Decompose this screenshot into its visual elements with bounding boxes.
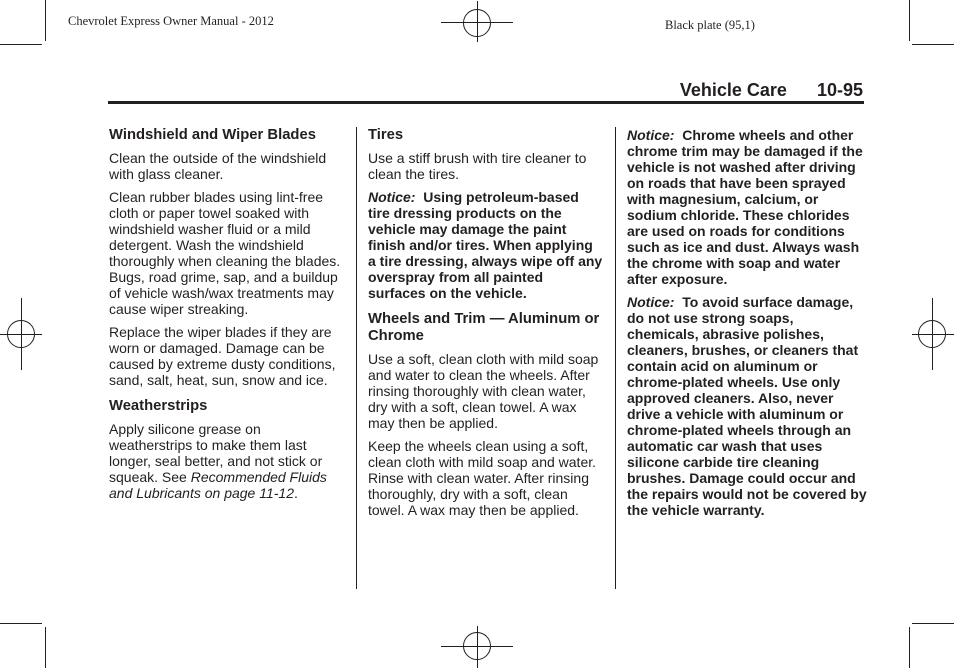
- notice-text: Using petroleum-based tire dressing products on the vehicle may damage the paint finish and/or tires. When applying a tire dressing, always wipe off any overspray from all painted surfaces on the vehicle.: [368, 189, 603, 301]
- notice-label: Notice:: [368, 189, 416, 205]
- crop-mark: [912, 44, 954, 45]
- registration-line: [912, 334, 954, 335]
- paragraph: Clean the outside of the windshield with glass cleaner.: [109, 150, 327, 182]
- paragraph-text: .: [294, 485, 298, 501]
- heading-tires: Tires: [368, 127, 404, 143]
- registration-line: [21, 298, 22, 370]
- crop-mark: [0, 44, 42, 45]
- heading-windshield-wiper: Windshield and Wiper Blades: [109, 127, 316, 143]
- notice: [627, 127, 867, 287]
- paragraph: Use a stiff brush with tire cleaner to clean the tires.: [368, 150, 587, 182]
- paragraph-text: Apply silicone grease on weatherstrips to make them last longer, seal better, and not stick or squeak. See: [109, 421, 323, 485]
- crop-mark: [0, 623, 42, 624]
- column-3: [627, 127, 867, 525]
- paragraph: Keep the wheels clean using a soft, clean cloth with mild soap and water. Rinse with clean water. After rinsing thoroughly, dry with a soft, clean towel. A wax may then be applied.: [368, 438, 597, 518]
- paragraph: Replace the wiper blades if they are worn or damaged. Damage can be caused by extreme dusty conditions, sand, salt, heat, sun, snow and ice.: [109, 324, 336, 388]
- notice-label: Notice:: [627, 127, 675, 143]
- crop-mark: [45, 627, 46, 668]
- column-2: [368, 127, 604, 525]
- registration-line: [932, 298, 933, 370]
- heading-wheels-trim: Wheels and Trim — Aluminum or Chrome: [368, 311, 600, 344]
- heading-weatherstrips: Weatherstrips: [109, 398, 208, 414]
- column-divider: [615, 127, 616, 589]
- notice-text: To avoid surface damage, do not use strong soaps, chemicals, abrasive polishes, cleaners, brushes, or cleaners that contain acid on aluminum or chrome-plated wheels. Use only approved cleaners. Also, never drive a vehicle with aluminum or chrome-plated wheels through an automatic car wash that uses silicone carbide tire cleaning brushes. Damage could occur and the repairs would not be covered by the vehicle warranty.: [627, 294, 867, 518]
- column-1: [109, 127, 343, 508]
- page-number: 10-95: [816, 80, 863, 100]
- registration-line: [477, 1, 478, 42]
- section-title: Vehicle Care: [679, 80, 787, 100]
- notice: [627, 294, 867, 518]
- notice-text: Chrome wheels and other chrome trim may be damaged if the vehicle is not washed after driving on roads that have been sprayed with magnesium, calcium, or sodium chloride. These chlorides are used on roads for conditions such as ice and dust. Always wash the chrome with soap and water after exposure.: [627, 127, 863, 287]
- column-divider: [356, 127, 357, 589]
- crop-mark: [909, 627, 910, 668]
- notice: [368, 189, 604, 301]
- crop-mark: [912, 623, 954, 624]
- slug-plate: Black plate (95,1): [665, 18, 755, 32]
- notice-label: Notice:: [627, 294, 675, 310]
- registration-line: [477, 626, 478, 668]
- cross-reference-link[interactable]: Recommended Fluids and Lubricants on page 11-12: [109, 469, 327, 501]
- paragraph: Use a soft, clean cloth with mild soap and water to clean the wheels. After rinsing thoroughly with clean water, dry with a soft, clean towel. A wax may then be applied.: [368, 351, 599, 431]
- paragraph: [109, 421, 343, 501]
- header-rule: [108, 101, 864, 104]
- crop-mark: [45, 0, 46, 41]
- crop-mark: [909, 0, 910, 41]
- running-header: [680, 80, 863, 101]
- paragraph: Clean rubber blades using lint-free cloth or paper towel soaked with windshield washer fluid or a mild detergent. Wash the windshield thoroughly when cleaning the blades. Bugs, road grime, sap, and a buildup of vehicle wash/wax treatments may cause wiper streaking.: [109, 189, 341, 317]
- slug-title: Chevrolet Express Owner Manual - 2012: [68, 14, 274, 28]
